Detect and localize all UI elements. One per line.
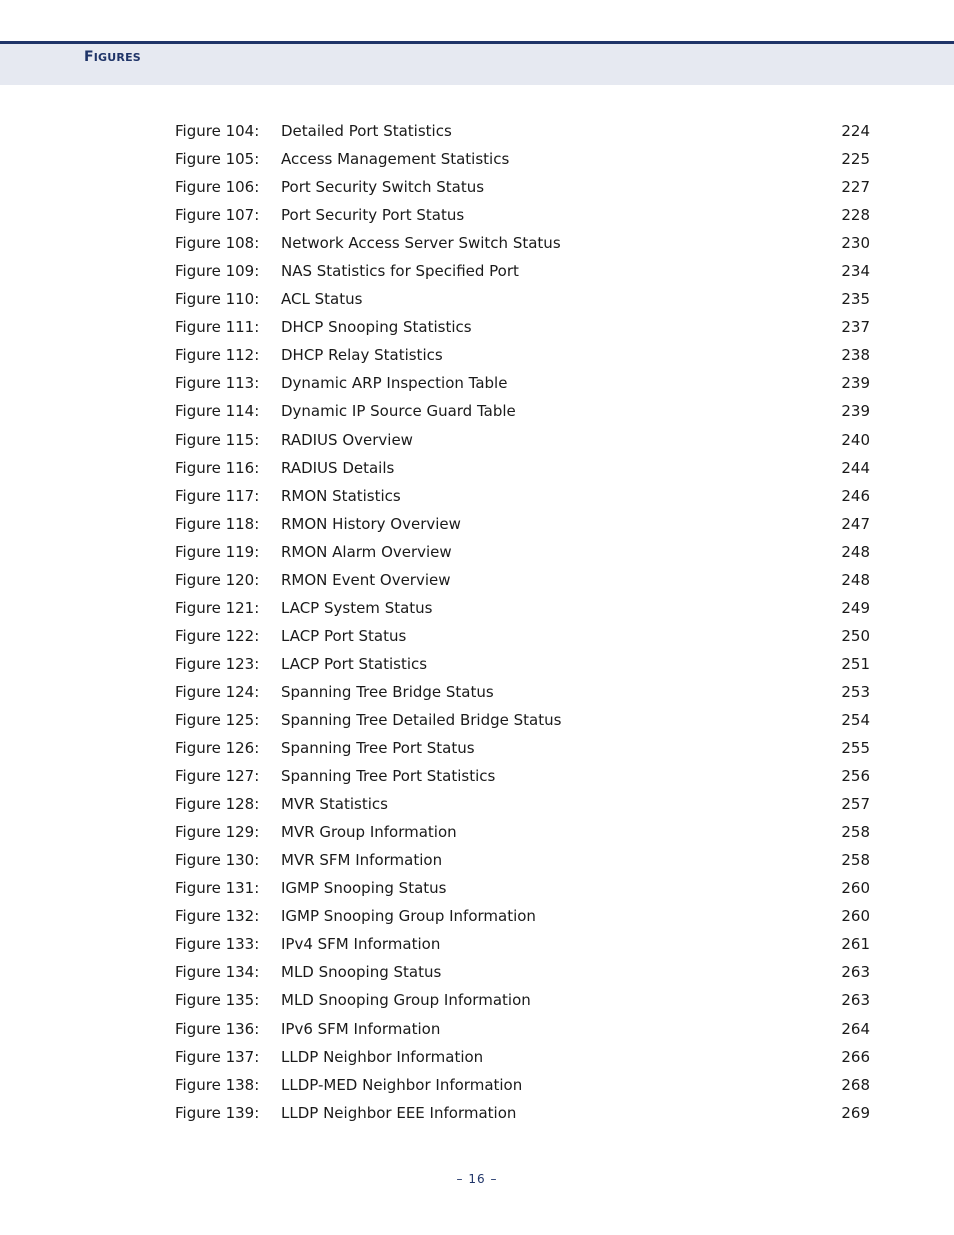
figure-number: Figure 110: (175, 290, 260, 309)
figure-title: Dynamic ARP Inspection Table (281, 374, 508, 393)
toc-entry[interactable] (175, 903, 870, 931)
figure-number: Figure 131: (175, 879, 260, 898)
figure-title: LACP Port Statistics (281, 654, 428, 673)
figure-title: IPv6 SFM Information (281, 1019, 441, 1038)
figure-number: Figure 117: (175, 486, 260, 505)
toc-entry[interactable] (175, 847, 870, 875)
figure-number: Figure 105: (175, 150, 260, 169)
figure-number: Figure 122: (175, 626, 260, 645)
figure-title: NAS Statistics for Specified Port (281, 262, 519, 281)
figure-title: Spanning Tree Detailed Bridge Status (281, 710, 562, 729)
figure-number: Figure 129: (175, 823, 260, 842)
toc-entry[interactable] (175, 819, 870, 847)
section-title-rest: IGURES (93, 51, 141, 64)
page-reference: 257 (841, 795, 870, 814)
figure-number: Figure 118: (175, 514, 260, 533)
page-reference: 255 (841, 739, 870, 758)
figure-title: DHCP Snooping Statistics (281, 318, 472, 337)
figure-number: Figure 135: (175, 991, 260, 1010)
figure-number: Figure 107: (175, 206, 260, 225)
page-reference: 235 (841, 290, 870, 309)
figure-title: LLDP-MED Neighbor Information (281, 1075, 523, 1094)
toc-entry[interactable] (175, 483, 870, 511)
toc-entry[interactable] (175, 987, 870, 1015)
toc-entry[interactable] (175, 455, 870, 483)
page-reference: 253 (841, 682, 870, 701)
toc-entry[interactable] (175, 791, 870, 819)
figure-title: RMON Event Overview (281, 570, 451, 589)
figure-title: LLDP Neighbor Information (281, 1047, 484, 1066)
figure-number: Figure 115: (175, 430, 260, 449)
figure-number: Figure 132: (175, 907, 260, 926)
figure-number: Figure 120: (175, 570, 260, 589)
figure-title: Dynamic IP Source Guard Table (281, 402, 516, 421)
page-reference: 247 (841, 514, 870, 533)
toc-entry[interactable] (175, 679, 870, 707)
toc-entry[interactable] (175, 230, 870, 258)
figure-title: ACL Status (281, 290, 363, 309)
figure-number: Figure 130: (175, 851, 260, 870)
figure-number: Figure 104: (175, 122, 260, 140)
page-reference: 246 (841, 486, 870, 505)
page-reference: 268 (841, 1075, 870, 1094)
toc-entry[interactable] (175, 959, 870, 987)
toc-entry[interactable] (175, 202, 870, 230)
page-reference: 263 (841, 991, 870, 1010)
toc-entry[interactable] (175, 567, 870, 595)
figure-number: Figure 108: (175, 234, 260, 253)
page-reference: 250 (841, 626, 870, 645)
figure-title: LACP Port Status (281, 626, 407, 645)
page-reference: 225 (841, 150, 870, 169)
page-reference: 261 (841, 935, 870, 954)
figure-number: Figure 121: (175, 598, 260, 617)
figure-title: Access Management Statistics (281, 150, 510, 169)
page-reference: 234 (841, 262, 870, 281)
page-reference: 249 (841, 598, 870, 617)
page-reference: 240 (841, 430, 870, 449)
figure-title: MLD Snooping Status (281, 963, 442, 982)
figure-title: RADIUS Overview (281, 430, 413, 449)
toc-entry[interactable] (175, 707, 870, 735)
page-reference: 266 (841, 1047, 870, 1066)
figure-title: Port Security Switch Status (281, 178, 485, 197)
page-section-title (84, 48, 141, 67)
toc-entry[interactable] (175, 146, 870, 174)
toc-entry[interactable] (175, 735, 870, 763)
figure-number: Figure 112: (175, 346, 260, 365)
figure-number: Figure 137: (175, 1047, 260, 1066)
figure-title: Detailed Port Statistics (281, 122, 452, 140)
figure-title: MVR SFM Information (281, 851, 443, 870)
toc-entry[interactable] (175, 595, 870, 623)
page-reference: 244 (841, 458, 870, 477)
figure-title: MLD Snooping Group Information (281, 991, 531, 1010)
figure-title: RADIUS Details (281, 458, 395, 477)
toc-entry[interactable] (175, 1100, 870, 1128)
figure-number: Figure 133: (175, 935, 260, 954)
figure-title: LLDP Neighbor EEE Information (281, 1103, 517, 1122)
page-reference: 238 (841, 346, 870, 365)
page-reference: 264 (841, 1019, 870, 1038)
figure-title: Spanning Tree Port Statistics (281, 767, 496, 786)
page-reference: 260 (841, 879, 870, 898)
figure-title: RMON Statistics (281, 486, 401, 505)
figure-number: Figure 123: (175, 654, 260, 673)
toc-entry[interactable] (175, 258, 870, 286)
toc-entry[interactable] (175, 651, 870, 679)
page-reference: 263 (841, 963, 870, 982)
page-number: – 16 – (456, 1172, 498, 1186)
figure-number: Figure 126: (175, 739, 260, 758)
figure-number: Figure 109: (175, 262, 260, 281)
figure-number: Figure 138: (175, 1075, 260, 1094)
toc-entry[interactable] (175, 511, 870, 539)
toc-entry[interactable] (175, 286, 870, 314)
figure-title: IGMP Snooping Status (281, 879, 447, 898)
figure-number: Figure 111: (175, 318, 260, 337)
figure-number: Figure 128: (175, 795, 260, 814)
figure-title: LACP System Status (281, 598, 433, 617)
figure-title: RMON History Overview (281, 514, 461, 533)
figure-number: Figure 119: (175, 542, 260, 561)
page-reference: 251 (841, 654, 870, 673)
toc-entry[interactable] (175, 763, 870, 791)
list-of-figures (175, 118, 870, 1128)
toc-entry[interactable] (175, 314, 870, 342)
figure-title: DHCP Relay Statistics (281, 346, 443, 365)
figure-title: IGMP Snooping Group Information (281, 907, 536, 926)
figure-title: MVR Group Information (281, 823, 457, 842)
page-reference: 239 (841, 374, 870, 393)
page-reference: 258 (841, 823, 870, 842)
toc-entry[interactable] (175, 1016, 870, 1044)
toc-entry[interactable] (175, 875, 870, 903)
page-reference: 224 (841, 122, 870, 140)
figure-title: Network Access Server Switch Status (281, 234, 561, 253)
toc-entry[interactable] (175, 398, 870, 426)
figure-title: Port Security Port Status (281, 206, 465, 225)
page-reference: 227 (841, 178, 870, 197)
toc-entry[interactable] (175, 931, 870, 959)
figure-number: Figure 136: (175, 1019, 260, 1038)
toc-entry[interactable] (175, 174, 870, 202)
page-reference: 230 (841, 234, 870, 253)
figure-title: RMON Alarm Overview (281, 542, 452, 561)
toc-entry[interactable] (175, 427, 870, 455)
toc-entry[interactable] (175, 342, 870, 370)
page-reference: 248 (841, 570, 870, 589)
toc-entry[interactable] (175, 1044, 870, 1072)
toc-entry[interactable] (175, 539, 870, 567)
figure-title: IPv4 SFM Information (281, 935, 441, 954)
figure-number: Figure 116: (175, 458, 260, 477)
page-reference: 260 (841, 907, 870, 926)
figure-number: Figure 124: (175, 682, 260, 701)
figure-title: Spanning Tree Port Status (281, 739, 475, 758)
figure-number: Figure 125: (175, 710, 260, 729)
section-title-initial: F (84, 49, 94, 65)
figure-number: Figure 113: (175, 374, 260, 393)
header-band (0, 41, 954, 85)
page-reference: 269 (841, 1103, 870, 1122)
page-reference: 254 (841, 710, 870, 729)
figure-number: Figure 114: (175, 402, 260, 421)
figure-number: Figure 127: (175, 767, 260, 786)
page-reference: 248 (841, 542, 870, 561)
toc-entry[interactable] (175, 370, 870, 398)
figure-title: Spanning Tree Bridge Status (281, 682, 494, 701)
toc-entry[interactable] (175, 623, 870, 651)
page-reference: 228 (841, 206, 870, 225)
toc-entry[interactable] (175, 118, 870, 146)
figure-title: MVR Statistics (281, 795, 388, 814)
page-reference: 258 (841, 851, 870, 870)
figure-number: Figure 106: (175, 178, 260, 197)
page-reference: 239 (841, 402, 870, 421)
figure-number: Figure 139: (175, 1103, 260, 1122)
page-reference: 256 (841, 767, 870, 786)
figure-number: Figure 134: (175, 963, 260, 982)
page-reference: 237 (841, 318, 870, 337)
toc-entry[interactable] (175, 1072, 870, 1100)
